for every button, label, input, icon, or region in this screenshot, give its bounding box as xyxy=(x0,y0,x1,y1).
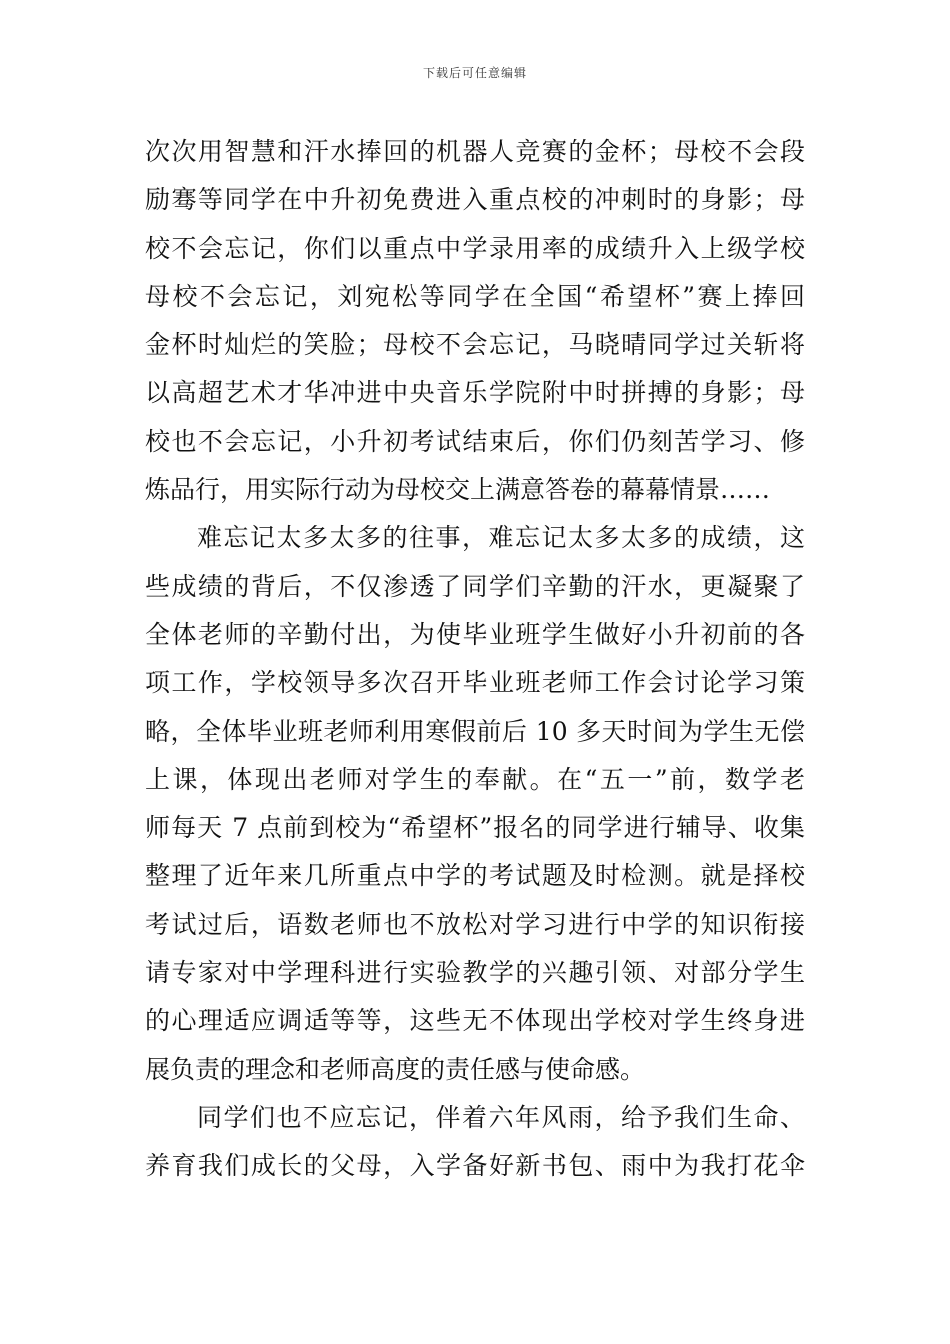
text-line: 以高超艺术才华冲进中央音乐学院附中时拼搏的身影；母 xyxy=(145,378,805,408)
text-line: 项工作，学校领导多次召开毕业班老师工作会讨论学习策 xyxy=(145,668,805,698)
text-line: 整理了近年来几所重点中学的考试题及时检测。就是择校 xyxy=(145,861,805,891)
text-line: 次次用智慧和汗水捧回的机器人竞赛的金杯；母校不会段 xyxy=(145,137,805,166)
text-line: 些成绩的背后，不仅渗透了同学们辛勤的汗水，更凝聚了 xyxy=(145,571,805,601)
text-line: 母校不会忘记，刘宛松等同学在全国“希望杯”赛上捧回 xyxy=(145,281,805,311)
text-line: 校也不会忘记，小升初考试结束后，你们仍刻苦学习、修 xyxy=(145,426,805,456)
text-line: 金杯时灿烂的笑脸；母校不会忘记，马晓晴同学过关斩将 xyxy=(145,330,805,360)
text-line: 校不会忘记，你们以重点中学录用率的成绩升入上级学校 xyxy=(145,233,805,263)
text-line: 展负责的理念和老师高度的责任感与使命感。 xyxy=(145,1054,646,1084)
text-line: 师每天 7 点前到校为“希望杯”报名的同学进行辅导、收集 xyxy=(145,813,805,843)
text-line: 全体老师的辛勤付出，为使毕业班学生做好小升初前的各 xyxy=(145,619,805,649)
page-header: 下载后可任意编辑 xyxy=(422,66,527,80)
text-line: 的心理适应调适等等，这些无不体现出学校对学生终身进 xyxy=(145,1006,805,1036)
body-text xyxy=(145,128,805,1191)
text-line: 上课，体现出老师对学生的奉献。在“五一”前，数学老 xyxy=(145,764,805,794)
text-line: 请专家对中学理科进行实验教学的兴趣引领、对部分学生 xyxy=(145,958,805,988)
text-line: 励骞等同学在中升初免费进入重点校的冲刺时的身影；母 xyxy=(145,185,805,215)
text-line: 养育我们成长的父母，入学备好新书包、雨中为我打花伞 xyxy=(145,1151,805,1181)
text-line: 同学们也不应忘记，伴着六年风雨，给予我们生命、 xyxy=(197,1102,805,1132)
text-line: 难忘记太多太多的往事，难忘记太多太多的成绩，这 xyxy=(197,523,805,553)
text-line: 考试过后，语数老师也不放松对学习进行中学的知识衔接 xyxy=(145,909,805,939)
text-line: 略，全体毕业班老师利用寒假前后 10 多天时间为学生无偿 xyxy=(145,716,805,746)
text-line: 炼品行，用实际行动为母校交上满意答卷的幕幕情景…… xyxy=(145,475,771,505)
